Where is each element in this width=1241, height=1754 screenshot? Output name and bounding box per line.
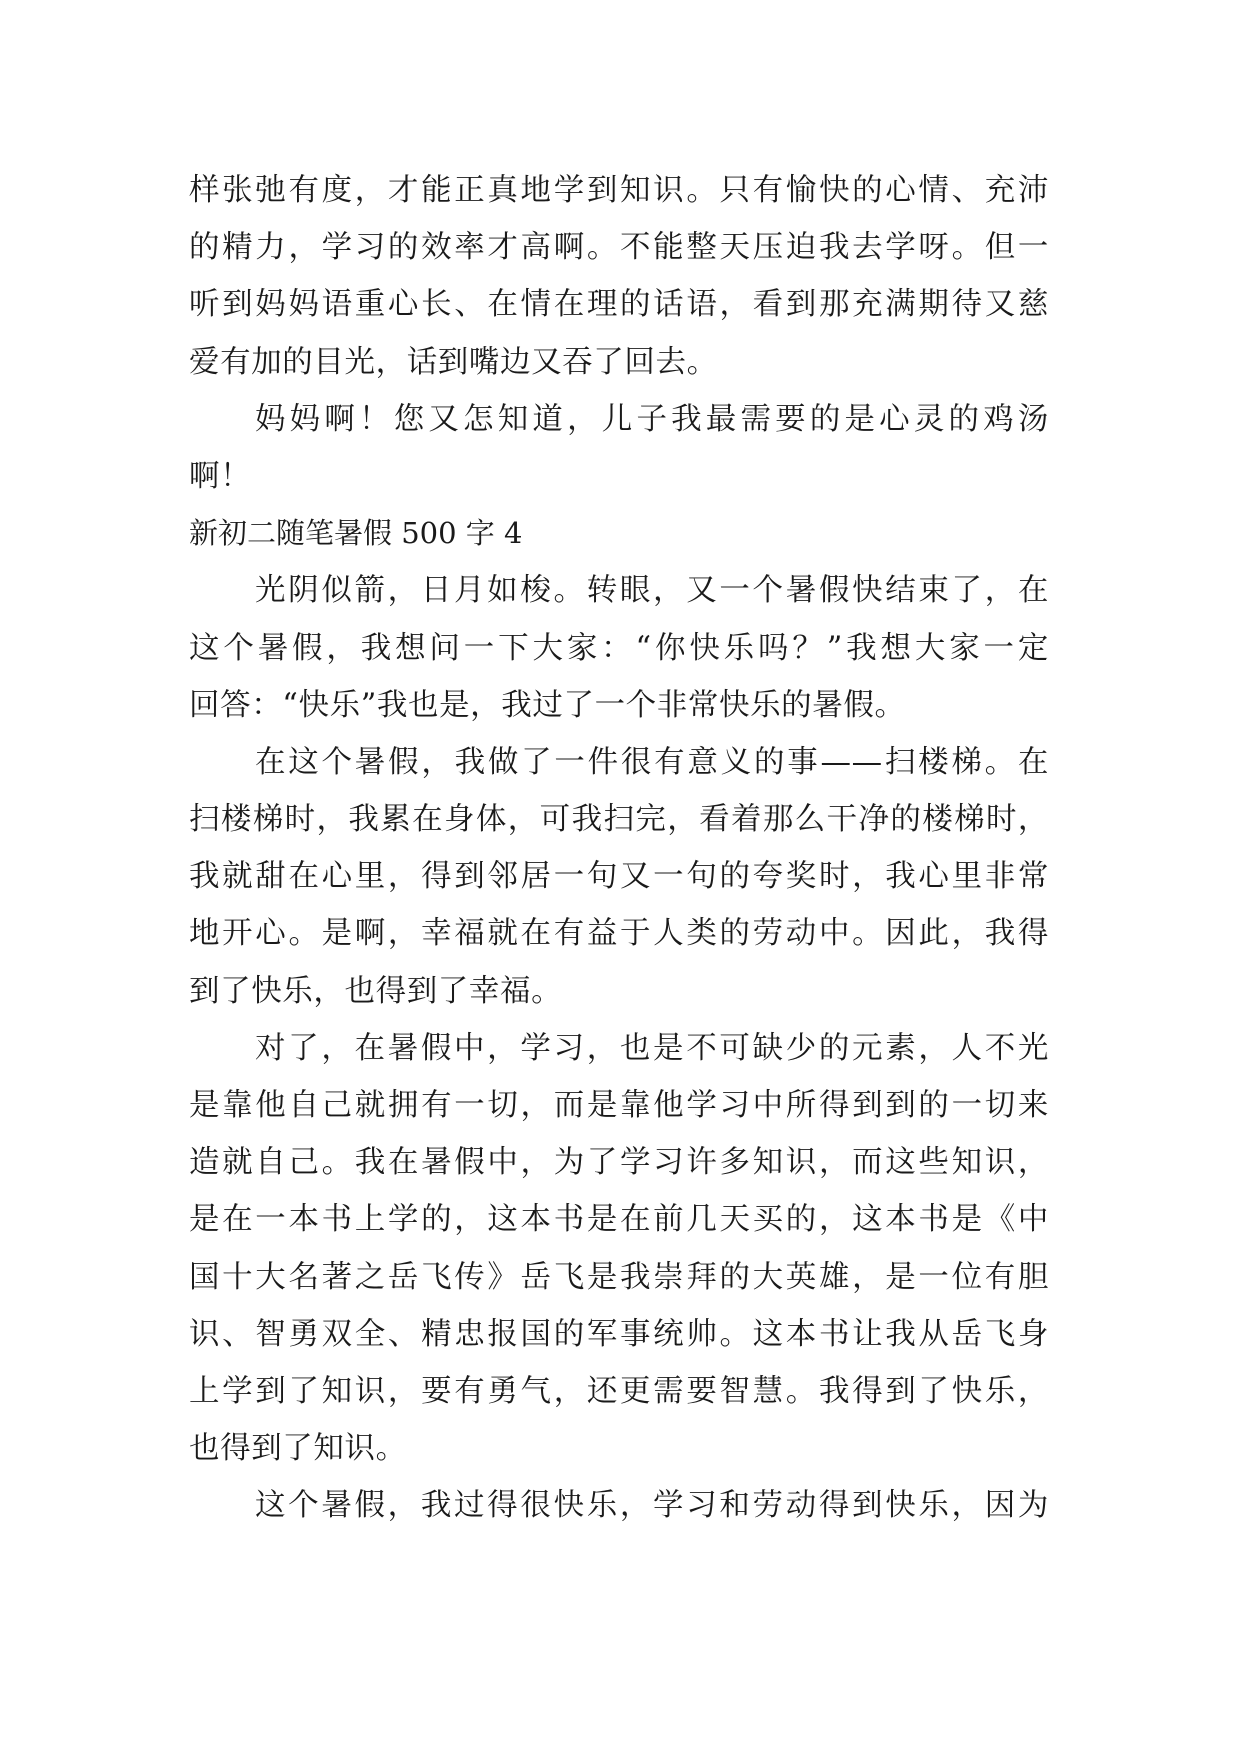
text-line: 听到妈妈语重心长、在情在理的话语，看到那充满期待又慈: [189, 287, 1049, 323]
text-line: 啊！: [189, 458, 252, 494]
text-line: 爱有加的目光，话到嘴边又吞了回去。: [189, 344, 718, 380]
paragraph-conclusion: [189, 1477, 1049, 1534]
text-line: 是靠他自己就拥有一切，而是靠他学习中所得到到的一切来: [189, 1088, 1049, 1123]
text-line: 扫楼梯时，我累在身体，可我扫完，看着那么干净的楼梯时，: [189, 802, 1049, 838]
text-line: 上学到了知识，要有勇气，还更需要智慧。我得到了快乐，: [189, 1373, 1049, 1409]
text-line: 我就甜在心里，得到邻居一句又一句的夸奖时，我心里非常: [189, 859, 1049, 895]
paragraph-intro: [189, 562, 1049, 734]
paragraph-mom: [189, 391, 1049, 505]
text-line: 在这个暑假，我做了一件很有意义的事——扫楼梯。在: [255, 744, 1049, 780]
text-line: 的精力，学习的效率才高啊。不能整天压迫我去学呀。但一: [189, 230, 1049, 266]
text-line: 造就自己。我在暑假中，为了学习许多知识，而这些知识，: [189, 1145, 1049, 1181]
text-line: 妈妈啊！您又怎知道，儿子我最需要的是心灵的鸡汤: [255, 401, 1049, 437]
text-line: 对了，在暑假中，学习，也是不可缺少的元素，人不光: [255, 1030, 1049, 1066]
text-line: 这个暑假，我过得很快乐，学习和劳动得到快乐，因为: [255, 1488, 1049, 1524]
paragraph-study: [189, 1020, 1049, 1478]
text-line: 识、智勇双全、精忠报国的军事统帅。这本书让我从岳飞身: [189, 1316, 1049, 1352]
text-line: 地开心。是啊，幸福就在有益于人类的劳动中。因此，我得: [189, 916, 1049, 952]
text-line: 到了快乐，也得到了幸福。: [189, 973, 563, 1009]
text-line: 国十大名著之岳飞传》岳飞是我崇拜的大英雄，是一位有胆: [189, 1259, 1049, 1295]
text-line: 也得到了知识。: [189, 1431, 407, 1467]
paragraph-stairs: [189, 734, 1049, 1020]
text-line: 样张弛有度，才能正真地学到知识。只有愉快的心情、充沛: [189, 173, 1049, 208]
document-body: [189, 162, 1049, 1535]
text-line: 光阴似箭，日月如梭。转眼，又一个暑假快结束了，在: [255, 573, 1049, 609]
text-line: 回答：“快乐”我也是，我过了一个非常快乐的暑假。: [189, 687, 906, 723]
section-heading: 新初二随笔暑假 500 字 4: [189, 516, 523, 551]
text-line: 是在一本书上学的，这本书是在前几天买的，这本书是《中: [189, 1202, 1049, 1238]
paragraph-continued: [189, 162, 1049, 391]
text-line: 这个暑假，我想问一下大家：“你快乐吗？”我想大家一定: [189, 630, 1049, 666]
